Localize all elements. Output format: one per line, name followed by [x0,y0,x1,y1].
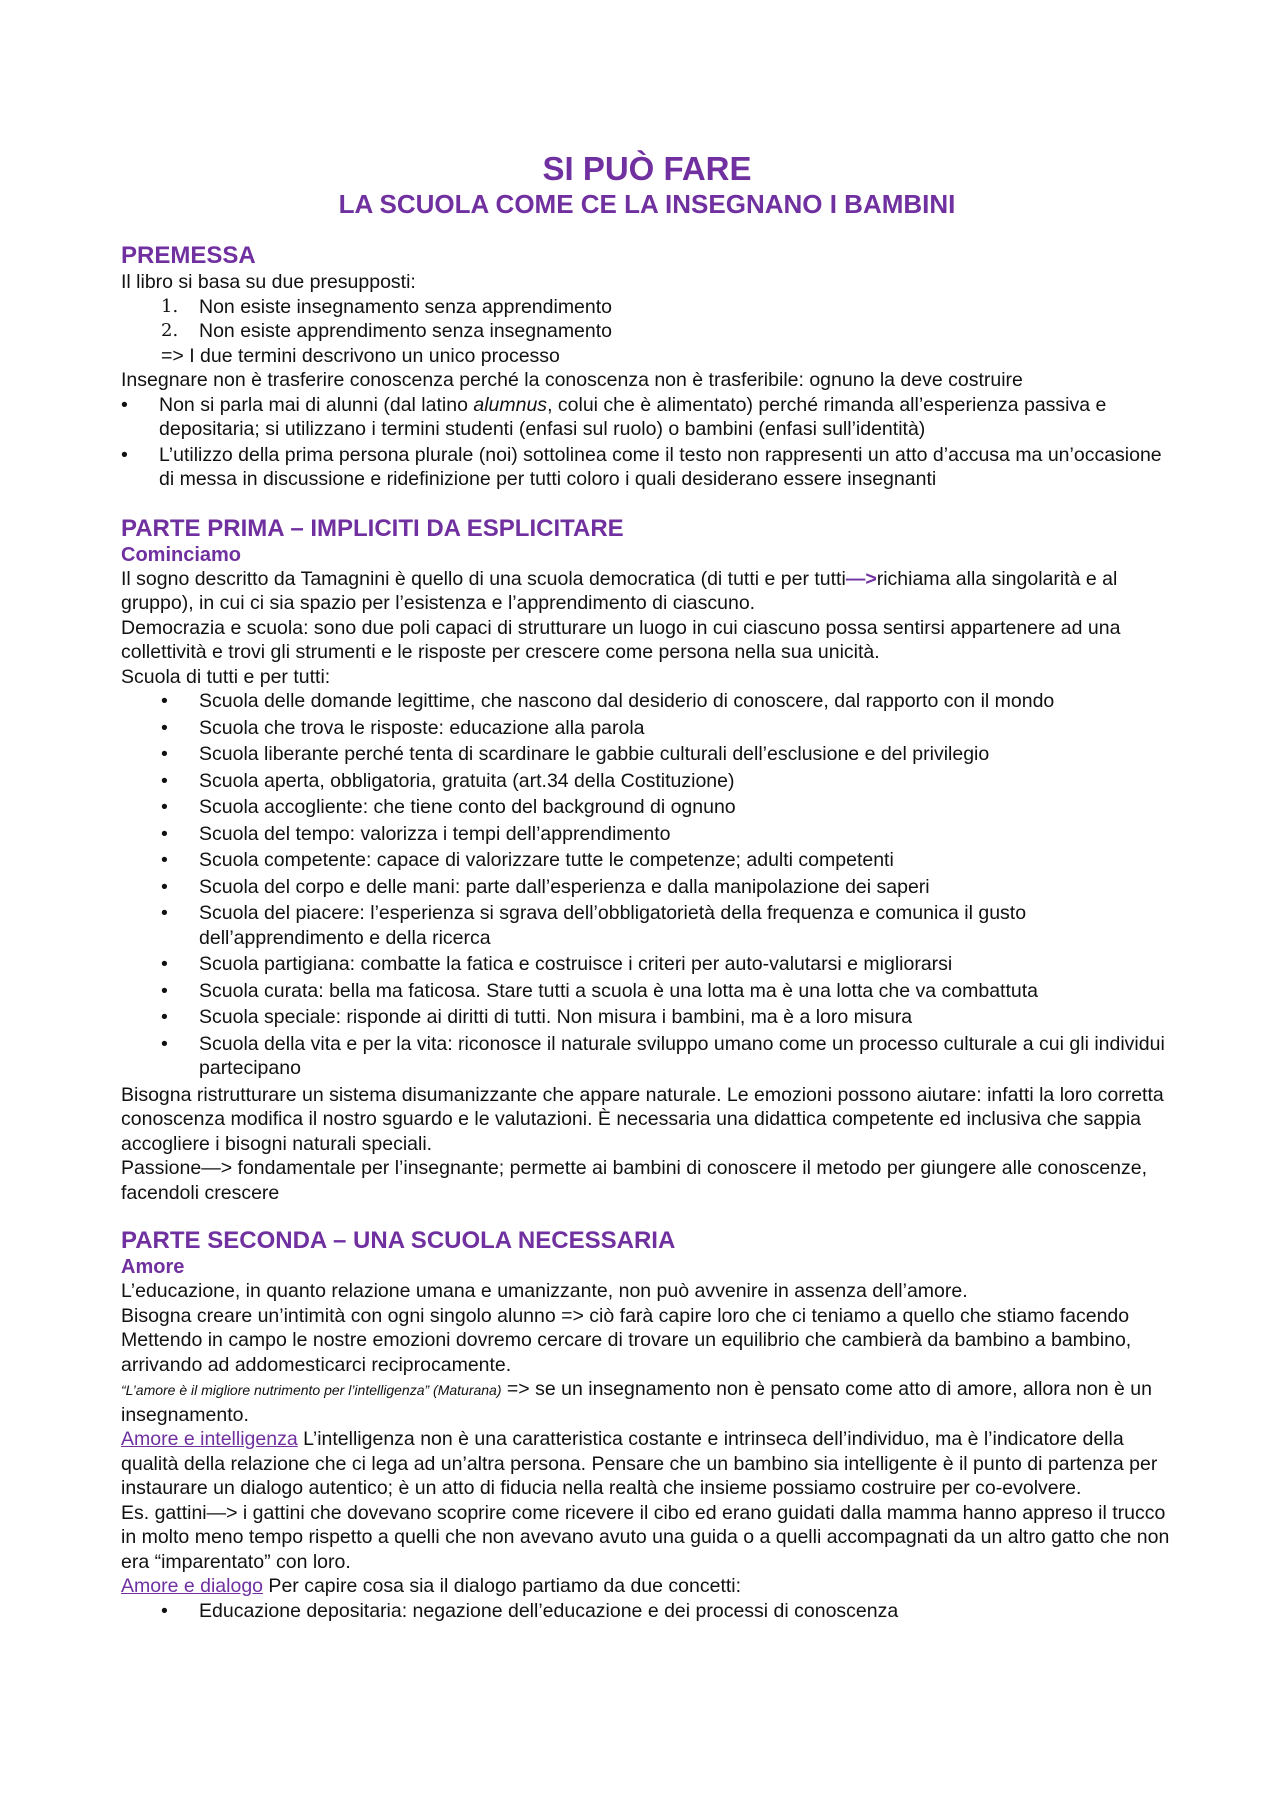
section-parte-prima [121,515,1173,1206]
bullet-marker: • [161,743,168,765]
premessa-conclusion: => I due termini descrivono un unico processo [161,344,560,367]
list-item [121,1005,1173,1030]
bullet-text: L’utilizzo della prima persona plurale (noi) sottolinea come il testo non rappresenti un atto d’accusa ma un’occasione di messa in discussione e ridefinizione per tutti coloro i quali desiderano essere insegnanti [159,443,1162,490]
text-part: richiama alla singolarità e al gruppo), in cui ci sia spazio per l’esistenza e l’apprendimento di ciascuno. [121,567,1118,614]
paragraph [121,1377,1173,1427]
text-part: L’intelligenza non è una caratteristica costante e intrinseca dell’individuo, ma è l’indicatore della qualità della relazione che ci lega ad un’altra persona. Pensare che un bambino sia intelligente è il punto di partenza per instaurare un dialogo autentico; è un atto di fiducia nella realtà che insieme possiamo costruire per co-evolvere. [121,1428,1158,1499]
list-item [121,295,1173,320]
list-item-text: Scuola curata: bella ma faticosa. Stare tutti a scuola è una lotta ma è una lotta che va combattuta [199,979,1038,1002]
text-part: => se un insegnamento non è pensato come atto di amore, allora non è un insegnamento. [121,1378,1152,1426]
list-item [121,319,1173,344]
document-title: SI PUÒ FARE [542,150,752,187]
bullet-marker: • [161,902,168,924]
paragraph: Es. gattini—> i gattini che dovevano scoprire come ricevere il cibo ed erano guidati dalla mamma hanno appreso il trucco in molto meno tempo rispetto a quelli che non avevano avuto una guida o a quelli accompagnati da un altro gatto che non era “imparentato” con loro. [121,1501,1170,1573]
paragraph: Scuola di tutti e per tutti: [121,665,331,688]
list-item-text: Scuola della vita e per la vita: riconosce il naturale sviluppo umano come un processo culturale a cui gli individui partecipano [199,1032,1165,1079]
list-item-text: Non esiste apprendimento senza insegnamento [199,320,613,342]
bullet-marker: • [161,849,168,871]
bullet-marker: • [161,875,168,898]
list-number: 1. [161,295,179,317]
premessa-bullet-list [121,393,1173,492]
premessa-intro: Il libro si basa su due presupposti: [121,271,416,293]
list-item [121,875,1173,900]
paragraph: Bisogna creare un’intimità con ogni singolo alunno => ciò farà capire loro che ci teniamo a quello che stiamo facendo Mettendo in campo le nostre emozioni dovremo cercare di trovare un equilibrio che cambierà da bambino a bambino, arrivando ad addomesticarci reciprocamente. [121,1304,1132,1376]
subsection-heading-cominciamo: Cominciamo [121,543,242,566]
bullet-marker: • [161,690,168,712]
document-body [121,150,1173,1625]
bullet-marker: • [161,796,168,818]
text-part: Il sogno descritto da Tamagnini è quello di una scuola democratica (di tutti e per tutti [121,567,846,590]
list-number: 2. [161,320,179,341]
list-item-text: Scuola speciale: risponde ai diritti di tutti. Non misura i bambini, ma è a loro misura [199,1006,913,1028]
premessa-numbered-list [121,295,1173,344]
list-item [121,443,1173,492]
list-item [121,689,1173,714]
list-item [121,979,1173,1004]
maturana-quote: “L’amore è il migliore nutrimento per l’intelligenza” (Maturana) [121,1382,502,1398]
list-item-text: Scuola del tempo: valorizza i tempi dell’apprendimento [199,822,671,845]
section-heading-parte-seconda: PARTE SECONDA – UNA SCUOLA NECESSARIA [121,1227,676,1254]
list-item-text: Scuola del corpo e delle mani: parte dall’esperienza e dalla manipolazione dei saperi [199,875,930,898]
bullet-marker: • [161,1032,168,1055]
list-item [121,901,1173,950]
list-item [121,848,1173,873]
list-item [121,769,1173,794]
paragraph [121,1427,1173,1501]
list-item-text: Scuola competente: capace di valorizzare tutte le competenze; adulti competenti [199,849,894,871]
paragraph: Passione—> fondamentale per l’insegnante; permette ai bambini di conoscere il metodo per giungere alle conoscenze, facendoli crescere [121,1157,1147,1204]
section-premessa [121,242,1173,492]
bullet-marker: • [161,953,168,975]
text-part: Per capire cosa sia il dialogo partiamo da due concetti: [263,1575,742,1597]
bullet-marker: • [161,1599,168,1622]
list-item-text: Scuola accogliente: che tiene conto del background di ognuno [199,796,736,818]
document-subtitle: LA SCUOLA COME CE LA INSEGNANO I BAMBINI [338,189,956,219]
list-item [121,742,1173,767]
section-heading-premessa: PREMESSA [121,242,256,269]
premessa-line: Insegnare non è trasferire conoscenza perché la conoscenza non è trasferibile: ognuno la deve costruire [121,369,1023,391]
list-item [121,952,1173,977]
list-item [121,795,1173,820]
paragraph: Democrazia e scuola: sono due poli capaci di strutturare un luogo in cui ciascuno possa sentirsi appartenere ad una collettività e trovi gli strumenti e le risposte per crescere come persona nella sua unicità. [121,616,1121,663]
list-item-text: Scuola aperta, obbligatoria, gratuita (art.34 della Costituzione) [199,769,735,792]
bullet-marker: • [161,979,168,1002]
paragraph: Bisogna ristrutturare un sistema disumanizzante che appare naturale. Le emozioni possono aiutare: infatti la loro corretta conoscenza modifica il nostro sguardo e le valutazioni. È necessaria una didattica competente ed inclusiva che sappia accogliere i bisogni naturali speciali. [121,1083,1164,1155]
paragraph: L’educazione, in quanto relazione umana e umanizzante, non può avvenire in assenza dell’amore. [121,1280,968,1302]
scuola-bullet-list [121,689,1173,1081]
subsection-heading-amore: Amore [121,1256,185,1278]
bullet-marker: • [121,393,128,416]
list-item-text: Scuola partigiana: combatte la fatica e costruisce i criteri per auto-valutarsi e migliorarsi [199,953,953,975]
list-item [121,1599,1173,1624]
bullet-text-part: Non si parla mai di alunni (dal latino [159,393,474,416]
bullet-marker: • [161,1006,168,1028]
list-item [121,393,1173,442]
list-item [121,1032,1173,1081]
list-item-text: Non esiste insegnamento senza apprendimento [199,295,613,318]
arrow-glyph: —> [845,567,877,590]
italic-term: alumnus [473,393,548,416]
paragraph [121,1574,1173,1599]
list-item-text: Scuola liberante perché tenta di scardinare le gabbie culturali dell’esclusione e del privilegio [199,743,990,765]
link-amore-e-intelligenza[interactable]: Amore e intelligenza [121,1428,298,1450]
list-item [121,716,1173,741]
bullet-marker: • [161,769,168,792]
bullet-marker: • [161,822,168,845]
section-heading-parte-prima: PARTE PRIMA – IMPLICITI DA ESPLICITARE [121,514,624,542]
list-item [121,822,1173,847]
dialogo-bullet-list [121,1599,1173,1624]
bullet-marker: • [121,443,128,466]
bullet-text-part: , colui che è alimentato) perché rimanda all’esperienza passiva e depositaria; si utilizzano i termini studenti (enfasi sul ruolo) o bambini (enfasi sull’identità) [159,393,1107,440]
list-item-text: Scuola delle domande legittime, che nascono dal desiderio di conoscere, dal rapporto con il mondo [199,690,1055,712]
link-amore-e-dialogo[interactable]: Amore e dialogo [121,1575,264,1597]
list-item-text: Scuola che trova le risposte: educazione alla parola [199,716,645,739]
bullet-marker: • [161,716,168,739]
section-parte-seconda [121,1227,1173,1623]
list-item-text: Scuola del piacere: l’esperienza si sgrava dell’obbligatorietà della frequenza e comunica il gusto dell’apprendimento e della ricerca [199,902,1027,949]
paragraph [121,567,1173,616]
list-item-text: Educazione depositaria: negazione dell’educazione e dei processi di conoscenza [199,1599,899,1622]
